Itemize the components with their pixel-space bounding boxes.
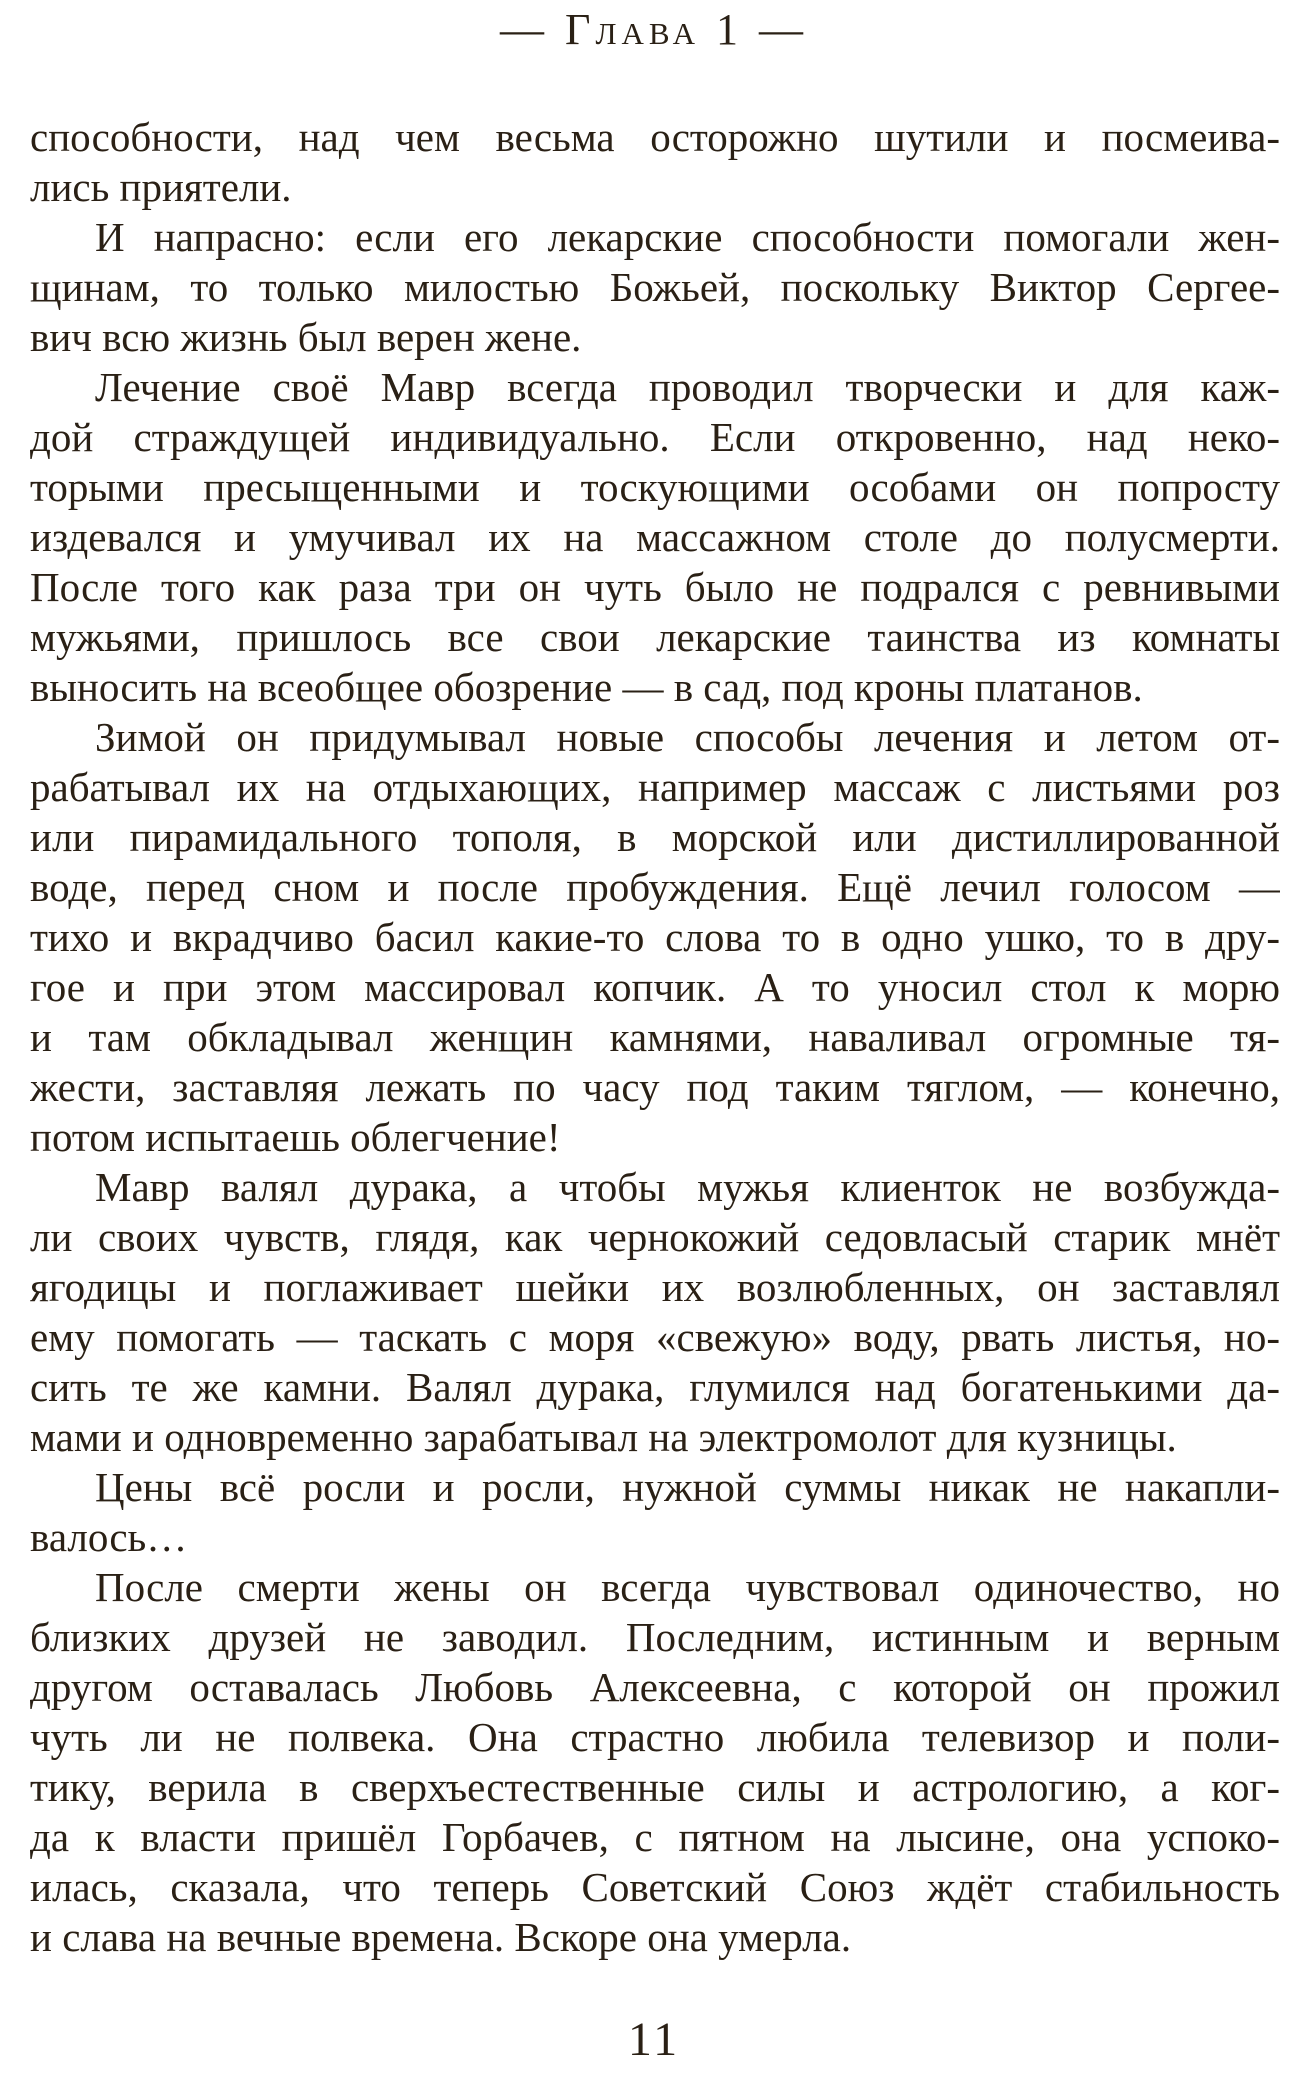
paragraph <box>30 212 1280 362</box>
text-line: Цены всё росли и росли, нужной суммы никак не накапли- <box>95 1464 1280 1510</box>
page-text <box>30 112 1280 1962</box>
text-line: тихо и вкрадчиво басил какие-то слова то в одно ушко, то в дру- <box>30 914 1280 960</box>
page-number: 11 <box>627 2013 681 2066</box>
text-line: выносить на всеобщее обозрение — в сад, под кроны платанов. <box>30 664 1143 710</box>
text-line: лись приятели. <box>30 164 292 210</box>
text-line: сить те же камни. Валял дурака, глумился над богатенькими да- <box>30 1364 1280 1410</box>
chapter-header <box>0 6 1308 54</box>
text-line: Зимой он придумывал новые способы лечения и летом от- <box>95 714 1280 760</box>
text-line: щинам, то только милостью Божьей, поскольку Виктор Сергее- <box>30 264 1280 310</box>
text-line: гое и при этом массировал копчик. А то уносил стол к морю <box>30 964 1280 1010</box>
chapter-title: — Глава 1 — <box>500 5 808 54</box>
text-line: потом испытаешь облегчение! <box>30 1114 561 1160</box>
paragraph <box>30 362 1280 712</box>
text-line: другом оставалась Любовь Алексеевна, с которой он прожил <box>30 1664 1280 1710</box>
text-line: вич всю жизнь был верен жене. <box>30 314 582 360</box>
text-line: способности, над чем весьма осторожно шутили и посмеива- <box>30 114 1280 160</box>
text-line: и там обкладывал женщин камнями, наваливал огромные тя- <box>30 1014 1280 1060</box>
text-line: и слава на вечные времена. Вскоре она умерла. <box>30 1914 852 1960</box>
paragraph <box>30 712 1280 1162</box>
paragraph <box>30 1462 1280 1562</box>
text-line: жести, заставляя лежать по часу под таким тяглом, — конечно, <box>30 1064 1280 1110</box>
text-line: торыми пресыщенными и тоскующими особами он попросту <box>30 464 1280 510</box>
page-footer <box>0 2012 1308 2067</box>
text-line: да к власти пришёл Горбачев, с пятном на лысине, она успоко- <box>30 1814 1280 1860</box>
text-line: илась, сказала, что теперь Советский Союз ждёт стабильность <box>30 1864 1280 1910</box>
text-line: ягодицы и поглаживает шейки их возлюбленных, он заставлял <box>30 1264 1280 1310</box>
text-line: воде, перед сном и после пробуждения. Ещё лечил голосом — <box>30 864 1280 910</box>
text-line: Лечение своё Мавр всегда проводил творчески и для каж- <box>95 364 1280 410</box>
paragraph <box>30 1162 1280 1462</box>
text-line: После смерти жены он всегда чувствовал одиночество, но <box>95 1564 1280 1610</box>
text-line: Мавр валял дурака, а чтобы мужья клиенток не возбужда- <box>95 1164 1280 1210</box>
paragraph <box>30 1562 1280 1962</box>
text-line: издевался и умучивал их на массажном столе до полусмерти. <box>30 514 1280 560</box>
text-line: чуть ли не полвека. Она страстно любила телевизор и поли- <box>30 1714 1280 1760</box>
text-line: валось… <box>30 1514 188 1560</box>
text-line: мужьями, пришлось все свои лекарские таинства из комнаты <box>30 614 1280 660</box>
text-line: или пирамидального тополя, в морской или дистиллированной <box>30 814 1280 860</box>
text-line: рабатывал их на отдыхающих, например массаж с листьями роз <box>30 764 1280 810</box>
text-line: близких друзей не заводил. Последним, истинным и верным <box>30 1614 1280 1660</box>
paragraph <box>30 112 1280 212</box>
text-line: дой страждущей индивидуально. Если откровенно, над неко- <box>30 414 1280 460</box>
text-line: После того как раза три он чуть было не подрался с ревнивыми <box>30 564 1280 610</box>
text-line: мами и одновременно зарабатывал на электромолот для кузницы. <box>30 1414 1177 1460</box>
text-line: ли своих чувств, глядя, как чернокожий седовласый старик мнёт <box>30 1214 1280 1260</box>
text-line: И напрасно: если его лекарские способности помогали жен- <box>95 214 1280 260</box>
text-line: ему помогать — таскать с моря «свежую» воду, рвать листья, но- <box>30 1314 1280 1360</box>
text-line: тику, верила в сверхъестественные силы и астрологию, а ког- <box>30 1764 1280 1810</box>
